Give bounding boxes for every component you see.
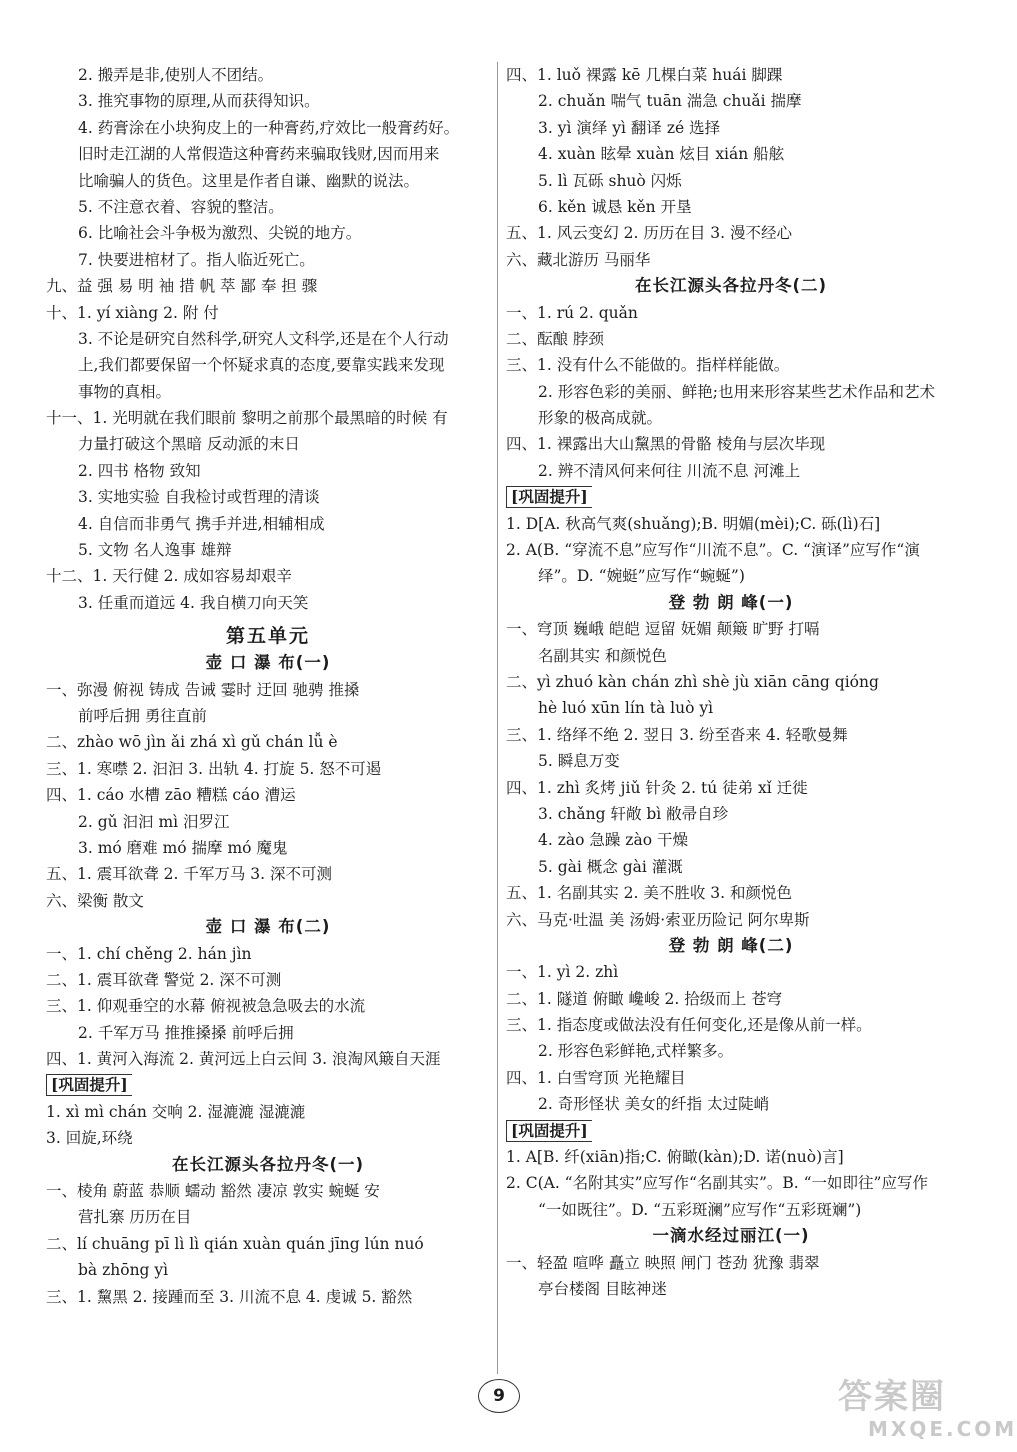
answer-line: 四、1. zhì 炙烤 jiǔ 针灸 2. tú 徒弟 xǐ 迁徙 <box>506 778 808 797</box>
answer-line: 2. 奇形怪状 美女的纤指 太过陡峭 <box>538 1095 770 1114</box>
answer-line: 亭台楼阁 目眩神迷 <box>538 1279 667 1298</box>
answer-line: 一、1. yì 2. zhì <box>506 963 619 982</box>
page-number: 9 <box>478 1379 520 1413</box>
answer-line: 四、1. cáo 水槽 zāo 糟糕 cáo 漕运 <box>46 786 296 805</box>
watermark-text: 答案圈 <box>838 1377 946 1417</box>
answer-line: 形象的极高成就。 <box>538 409 663 428</box>
answer-line: 2. gǔ 汩汩 mì 汨罗江 <box>78 812 230 831</box>
answer-line: 1. A[B. 纤(xiān)指;C. 俯瞰(kàn);D. 诺(nuò)言] <box>506 1148 844 1167</box>
answer-line: 3. 不论是研究自然科学,研究人文科学,还是在个人行动 <box>78 329 449 348</box>
answer-line: 二、yì zhuó kàn chán zhì shè jù xiān cāng qióng <box>506 672 879 691</box>
answer-line: 4. zào 急躁 zào 干燥 <box>538 831 688 850</box>
answer-line: 五、1. 名副其实 2. 美不胜收 3. 和颜悦色 <box>506 884 793 903</box>
answer-line: 4. 药膏涂在小块狗皮上的一种膏药,疗效比一般膏药好。 <box>78 118 460 137</box>
answer-line: 名副其实 和颜悦色 <box>538 646 667 665</box>
answer-line: 绎”。D. “婉蜓”应写作“蜿蜒”) <box>538 567 745 586</box>
answer-line: 五、1. 风云变幻 2. 历历在目 3. 漫不经心 <box>506 224 793 243</box>
answer-line: 四、1. 黄河入海流 2. 黄河远上白云间 3. 浪淘风簸自天涯 <box>46 1050 441 1069</box>
lesson-title: 壶 口 瀑 布(一) <box>205 653 331 673</box>
answer-line: 十、1. yí xiàng 2. 附 付 <box>46 303 219 322</box>
watermark-url: MXQE.COM <box>868 1417 1017 1441</box>
answer-line: 2. 四书 格物 致知 <box>78 461 201 480</box>
answer-line: 四、1. luǒ 裸露 kē 几棵白菜 huái 脚踝 <box>506 66 783 84</box>
lesson-title: 登 勃 朗 峰(一) <box>668 592 794 612</box>
answer-line: 2. 形容色彩鲜艳,式样繁多。 <box>538 1042 734 1061</box>
answer-line: 二、1. 隧道 俯瞰 巉峻 2. 拾级而上 苍穹 <box>506 989 783 1008</box>
answer-line: 三、1. 指态度或做法没有任何变化,还是像从前一样。 <box>506 1016 872 1035</box>
section-tag-label: [巩固提升] <box>506 1120 592 1142</box>
answer-line: 四、1. 白雪穹顶 光艳耀目 <box>506 1068 686 1087</box>
answer-line: 3. 实地实验 自我检讨或哲理的清谈 <box>78 488 320 507</box>
answer-line: 4. xuàn 眩晕 xuàn 炫目 xián 船舷 <box>538 145 785 164</box>
column-divider <box>497 62 498 1374</box>
section-tag <box>46 1072 490 1098</box>
answer-line: 四、1. 裸露出大山黧黑的骨骼 棱角与层次毕现 <box>506 435 826 454</box>
watermark-logo <box>838 1376 1017 1446</box>
section-tag-label: [巩固提升] <box>506 486 592 508</box>
answer-line: 六、梁衡 散文 <box>46 891 144 910</box>
answer-line: 5. 瞬息万变 <box>538 752 620 771</box>
answer-line: 十一、1. 光明就在我们眼前 黎明之前那个最黑暗的时候 有 <box>46 409 448 428</box>
answer-line: 前呼后拥 勇往直前 <box>78 706 207 725</box>
answer-line: 五、1. 震耳欲聋 2. 千军万马 3. 深不可测 <box>46 865 333 884</box>
answer-line: 二、lí chuāng pī lì lì qián xuàn quán jīng lún nuó <box>46 1234 424 1253</box>
answer-line: 二、zhào wō jìn ǎi zhá xì gǔ chán lǚ è <box>46 733 338 752</box>
answer-line: 2. 千军万马 推推搡搡 前呼后拥 <box>78 1023 294 1042</box>
left-column <box>46 62 490 1310</box>
answer-line: 营扎寨 历历在目 <box>78 1208 192 1227</box>
answer-line: 3. yì 演绎 yì 翻译 zé 选择 <box>538 118 721 137</box>
answer-line: 上,我们都要保留一个怀疑求真的态度,要靠实践来发现 <box>78 356 445 375</box>
right-column <box>506 62 956 1302</box>
answer-line: 三、1. 黧黑 2. 接踵而至 3. 川流不息 4. 虔诚 5. 豁然 <box>46 1287 413 1306</box>
answer-line: 三、1. 仰观垂空的水幕 俯视被急急吸去的水流 <box>46 997 366 1016</box>
answer-line: 2. A(B. “穿流不息”应写作“川流不息”。C. “演译”应写作“演 <box>506 541 920 560</box>
answer-line: 6. kěn 诚恳 kěn 开垦 <box>538 197 692 216</box>
answer-line: 2. 形容色彩的美丽、鲜艳;也用来形容某些艺术作品和艺术 <box>538 382 935 401</box>
lesson-title: 登 勃 朗 峰(二) <box>668 935 794 955</box>
answer-line: 5. gài 概念 gài 灌溉 <box>538 857 683 876</box>
answer-line: 5. 不注意衣着、容貌的整洁。 <box>78 197 284 216</box>
answer-line: 1. D[A. 秋高气爽(shuǎng);B. 明媚(mèi);C. 砾(lì)石] <box>506 514 881 533</box>
section-tag-label: [巩固提升] <box>46 1074 132 1096</box>
answer-line: 一、1. chí chěng 2. hán jìn <box>46 944 252 963</box>
answer-line: 2. C(A. “名附其实”应写作“名副其实”。B. “一如即往”应写作 <box>506 1174 928 1193</box>
unit-title: 第五单元 <box>225 625 310 648</box>
answer-line: 3. 回旋,环绕 <box>46 1129 133 1148</box>
answer-line: 一、弥漫 俯视 铸成 告诫 霎时 迂回 驰骋 推搡 <box>46 680 360 699</box>
answer-line: 3. chǎng 轩敞 bì 敝帚自珍 <box>538 804 729 823</box>
answer-line: 三、1. 没有什么不能做的。指样样能做。 <box>506 356 790 375</box>
answer-line: 4. 自信而非勇气 携手并进,相辅相成 <box>78 514 325 533</box>
answer-line: 力量打破这个黑暗 反动派的末日 <box>78 435 300 454</box>
answer-line: “一如既往”。D. “五彩斑澜”应写作“五彩斑斓”) <box>538 1200 862 1219</box>
section-tag <box>506 1118 956 1144</box>
answer-line: 一、穹顶 巍峨 皑皑 逗留 妩媚 颠簸 旷野 打嗝 <box>506 620 820 639</box>
answer-line: 九、益 强 易 明 袖 措 帆 萃 鄙 奉 担 骤 <box>46 277 318 296</box>
answer-line: 2. chuǎn 喘气 tuān 湍急 chuǎi 揣摩 <box>538 92 802 111</box>
answer-line: 三、1. 寒噤 2. 汩汩 3. 出轨 4. 打旋 5. 怒不可遏 <box>46 759 382 778</box>
answer-line: 3. mó 磨难 mó 揣摩 mó 魔鬼 <box>78 838 288 857</box>
answer-line: hè luó xūn lín tà luò yì <box>538 699 714 718</box>
answer-line: 2. 辨不清风何来何往 川流不息 河滩上 <box>538 461 801 480</box>
lesson-title: 壶 口 瀑 布(二) <box>205 917 331 937</box>
answer-line: 六、马克·吐温 美 汤姆·索亚历险记 阿尔卑斯 <box>506 910 810 929</box>
answer-line: 3. 任重而道远 4. 我自横刀向天笑 <box>78 593 309 612</box>
lesson-title: 在长江源头各拉丹冬(一) <box>171 1154 365 1174</box>
answer-line: 7. 快要进棺材了。指人临近死亡。 <box>78 250 315 269</box>
answer-line: 事物的真相。 <box>78 382 172 401</box>
answer-line: 六、藏北游历 马丽华 <box>506 250 651 269</box>
lesson-title: 在长江源头各拉丹冬(二) <box>634 276 828 296</box>
answer-line: 二、1. 震耳欲聋 警觉 2. 深不可测 <box>46 970 282 989</box>
answer-line: 三、1. 络绎不绝 2. 翌日 3. 纷至沓来 4. 轻歌曼舞 <box>506 725 848 744</box>
answer-line: 比喻骗人的货色。这里是作者自谦、幽默的说法。 <box>78 171 420 190</box>
answer-line: 3. 推究事物的原理,从而获得知识。 <box>78 92 320 111</box>
answer-line: 一、棱角 蔚蓝 恭顺 蠕动 豁然 凄凉 敦实 蜿蜒 安 <box>46 1182 380 1201</box>
answer-line: 旧时走江湖的人常假造这种膏药来骗取钱财,因而用来 <box>78 145 440 164</box>
answer-line: 二、酝酿 脖颈 <box>506 329 604 348</box>
answer-line: 一、1. rú 2. quǎn <box>506 303 638 322</box>
answer-line: 2. 搬弄是非,使别人不团结。 <box>78 66 274 84</box>
answer-line: 一、轻盈 喧哗 矗立 映照 闸门 苍劲 犹豫 翡翠 <box>506 1253 820 1272</box>
answer-line: 6. 比喻社会斗争极为激烈、尖锐的地方。 <box>78 224 362 243</box>
section-tag <box>506 484 956 510</box>
answer-line: 1. xì mì chán 交响 2. 湿漉漉 湿漉漉 <box>46 1102 306 1121</box>
lesson-title: 一滴水经过丽江(一) <box>652 1226 810 1246</box>
answer-line: 十二、1. 天行健 2. 成如容易却艰辛 <box>46 567 292 586</box>
answer-line: bà zhōng yì <box>78 1261 169 1280</box>
answer-line: 5. lì 瓦砾 shuò 闪烁 <box>538 171 682 190</box>
answer-line: 5. 文物 名人逸事 雄辩 <box>78 541 232 560</box>
